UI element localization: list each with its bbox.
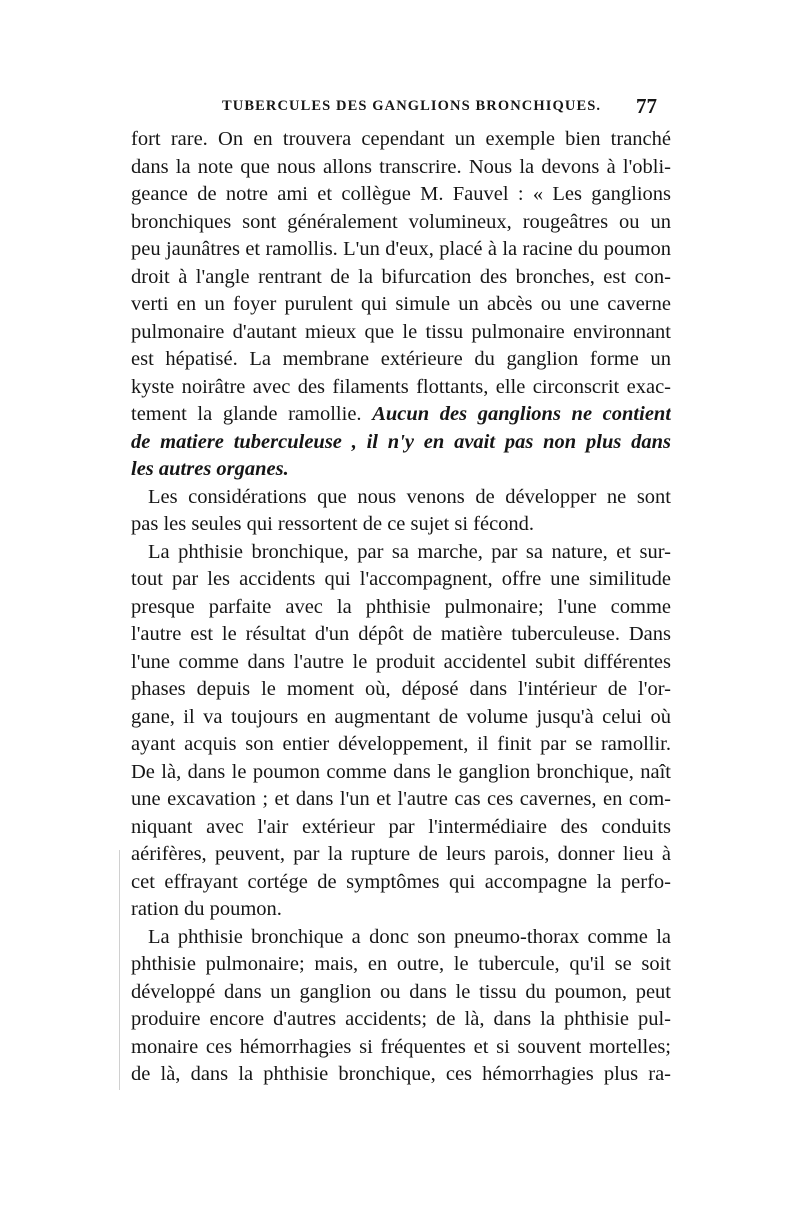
text-line: est hépatisé. La membrane extérieure du ganglion forme un <box>131 348 671 370</box>
text-line: cet effrayant cortége de symptômes qui accompagne la perfo- <box>131 870 671 893</box>
text-segment: tement la glande ramollie. <box>131 403 362 425</box>
italic-text-line: de matiere tuberculeuse , il n'y en avait pas non plus dans <box>131 430 671 453</box>
page-number: 77 <box>636 94 657 118</box>
text-line: gane, il va toujours en augmentant de volume jusqu'à celui où <box>131 705 671 728</box>
text-line: développé dans un ganglion ou dans le tissu du poumon, peut <box>131 980 671 1003</box>
text-line: presque parfaite avec la phthisie pulmonaire; l'une comme <box>131 595 671 618</box>
margin-bleed-mark <box>119 850 120 1090</box>
italic-quote-segment: Aucun des ganglions ne contient <box>372 403 671 425</box>
text-line: l'autre est le résultat d'un dépôt de matière tuberculeuse. Dans <box>131 623 671 645</box>
paragraph-start-line: La phthisie bronchique a donc son pneumo-thorax comme la <box>148 925 671 948</box>
text-line: phthisie pulmonaire; mais, en outre, le tubercule, qu'il se soit <box>131 953 671 975</box>
text-line: fort rare. On en trouvera cependant un exemple bien tranché <box>131 128 671 150</box>
text-line: ration du poumon. <box>131 898 282 920</box>
text-line: ayant acquis son entier développement, il finit par se ramollir. <box>131 733 671 755</box>
text-line: bronchiques sont généralement volumineux, rougeâtres ou un <box>131 210 671 233</box>
paragraph-start-line: La phthisie bronchique, par sa marche, par sa nature, et sur- <box>148 540 671 563</box>
text-line: peu jaunâtres et ramollis. L'un d'eux, placé à la racine du poumon <box>131 238 671 260</box>
text-line: de là, dans la phthisie bronchique, ces hémorrhagies plus ra- <box>131 1063 671 1085</box>
text-line: phases depuis le moment où, déposé dans l'intérieur de l'or- <box>131 678 671 700</box>
text-line: aérifères, peuvent, par la rupture de leurs parois, donner lieu à <box>131 843 671 865</box>
text-line: droit à l'angle rentrant de la bifurcation des bronches, est con- <box>131 265 671 288</box>
text-line: geance de notre ami et collègue M. Fauvel : « Les ganglions <box>131 183 671 205</box>
italic-text-line: les autres organes. <box>131 458 289 480</box>
text-line: monaire ces hémorrhagies si fréquentes et si souvent mortelles; <box>131 1035 671 1058</box>
text-line: l'une comme dans l'autre le produit accidentel subit différentes <box>131 650 671 673</box>
text-line: produire encore d'autres accidents; de là, dans la phthisie pul- <box>131 1008 671 1030</box>
running-title: TUBERCULES DES GANGLIONS BRONCHIQUES. <box>222 98 602 114</box>
paragraph-start-line: Les considérations que nous venons de développer ne sont <box>148 485 671 508</box>
text-line: une excavation ; et dans l'un et l'autre cas ces cavernes, en com- <box>131 788 671 810</box>
body-text <box>131 126 671 1089</box>
text-line: tout par les accidents qui l'accompagnent, offre une similitude <box>131 568 671 590</box>
text-line: kyste noirâtre avec des filaments flottants, elle circonscrit exac- <box>131 375 671 398</box>
text-line: niquant avec l'air extérieur par l'intermédiaire des conduits <box>131 815 671 838</box>
text-line: De là, dans le poumon comme dans le ganglion bronchique, naît <box>131 760 671 783</box>
text-line: dans la note que nous allons transcrire. Nous la devons à l'obli- <box>131 155 671 178</box>
text-line: verti en un foyer purulent qui simule un abcès ou une caverne <box>131 293 671 315</box>
text-line: pulmonaire d'autant mieux que le tissu pulmonaire environnant <box>131 320 671 343</box>
text-line-mixed <box>131 401 671 429</box>
text-line: pas les seules qui ressortent de ce sujet si fécond. <box>131 513 535 535</box>
